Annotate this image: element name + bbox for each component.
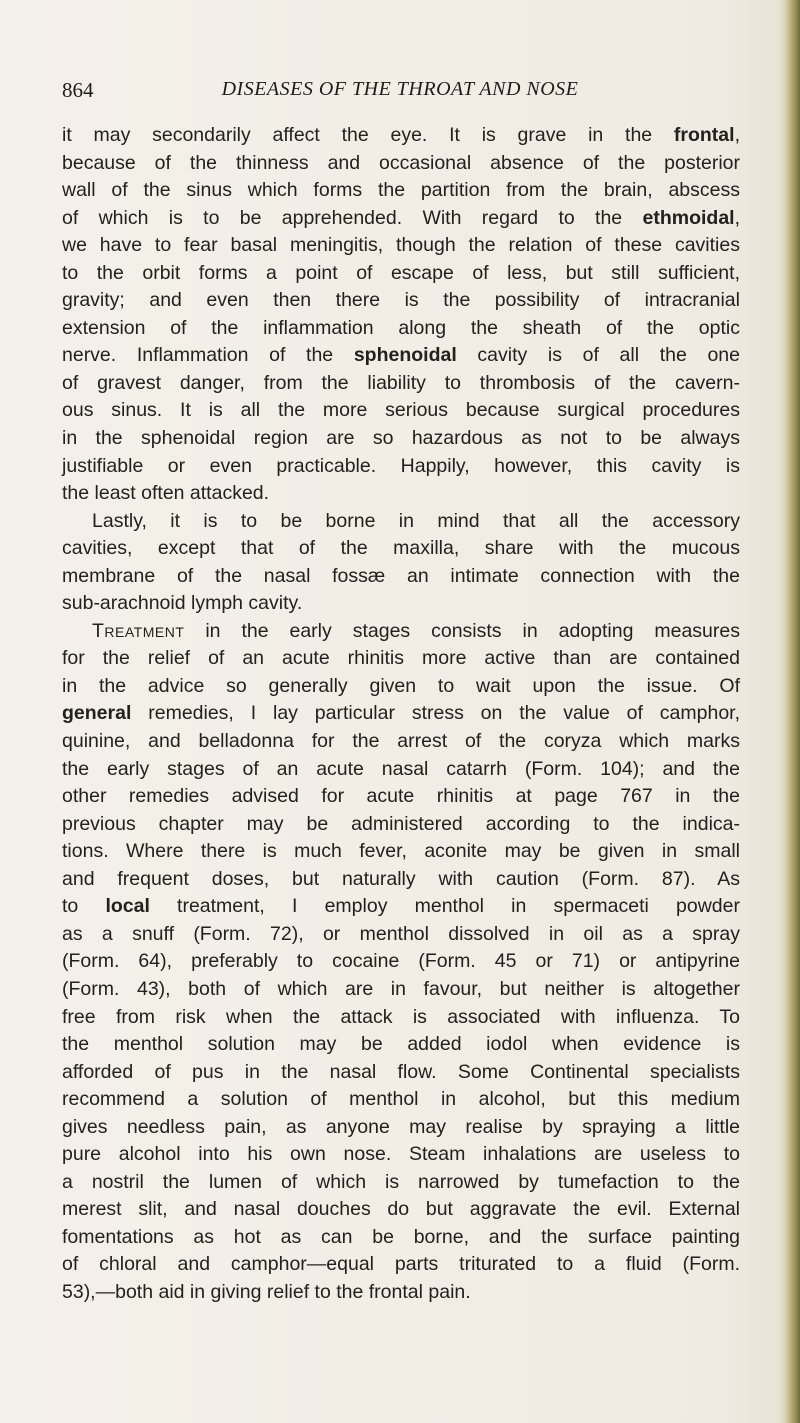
line-text: quinine, and belladonna for the arrest of the coryza which marks xyxy=(62,730,740,753)
line-text: wall of the sinus which forms the partition from the brain, abscess xyxy=(62,179,740,202)
bold-keyword: sphenoidal xyxy=(353,344,457,367)
text-line xyxy=(62,976,740,1004)
text-line xyxy=(62,453,740,481)
line-text-after: in the early stages consists in adopting measures xyxy=(184,619,740,642)
page-header xyxy=(62,78,738,108)
text-line xyxy=(62,866,740,894)
text-line xyxy=(62,1059,740,1087)
line-text-after: , xyxy=(734,206,740,229)
line-text: because of the thinness and occasional absence of the posterior xyxy=(62,151,740,174)
text-line xyxy=(62,1004,740,1032)
bold-keyword: ethmoidal xyxy=(642,206,735,229)
line-text: (Form. 43), both of which are in favour, but neither is altogether xyxy=(62,977,740,1000)
bold-keyword: frontal xyxy=(673,124,735,146)
line-text: membrane of the nasal fossæ an intimate connection with the xyxy=(62,564,740,587)
text-line xyxy=(62,150,740,178)
text-line xyxy=(62,921,740,949)
text-line xyxy=(62,1114,740,1142)
line-text-after: remedies, I lay particular stress on the value of camphor, xyxy=(131,702,740,725)
text-line xyxy=(62,1224,740,1252)
line-text: we have to fear basal meningitis, though the relation of these cavities xyxy=(62,234,740,257)
line-text: for the relief of an acute rhinitis more active than are contained xyxy=(62,647,740,670)
line-text: gives needless pain, as anyone may realise by spraying a little xyxy=(62,1115,740,1138)
text-line xyxy=(62,948,740,976)
text-line xyxy=(62,370,740,398)
bold-keyword: general xyxy=(62,702,132,725)
text-line xyxy=(62,811,740,839)
line-text: tions. Where there is much fever, aconite may be given in small xyxy=(62,840,740,863)
text-line xyxy=(62,177,740,205)
text-line xyxy=(62,563,740,591)
line-text: recommend a solution of menthol in alcohol, but this medium xyxy=(62,1088,740,1111)
text-line xyxy=(62,1251,740,1279)
text-line xyxy=(62,893,740,921)
text-line xyxy=(62,480,740,508)
text-line xyxy=(62,287,740,315)
line-text: 53),—both aid in giving relief to the frontal pain. xyxy=(62,1280,471,1303)
text-line xyxy=(62,1169,740,1197)
line-text: gravity; and even then there is the possibility of intracranial xyxy=(62,289,740,312)
text-line xyxy=(62,122,740,150)
text-line xyxy=(62,673,740,701)
line-text: justifiable or even practicable. Happily, however, this cavity is xyxy=(62,454,740,477)
line-text: extension of the inflammation along the sheath of the optic xyxy=(62,316,740,339)
line-text: free from risk when the attack is associated with influenza. To xyxy=(62,1005,740,1028)
text-line xyxy=(62,838,740,866)
page-edge-shadow xyxy=(778,0,800,1423)
line-text: previous chapter may be administered according to the indica- xyxy=(62,812,740,835)
line-text: afforded of pus in the nasal flow. Some Continental specialists xyxy=(62,1060,740,1083)
line-text: as a snuff (Form. 72), or menthol dissolved in oil as a spray xyxy=(62,922,740,945)
text-line xyxy=(62,508,740,536)
line-text: the menthol solution may be added iodol when evidence is xyxy=(62,1033,740,1056)
small-caps-heading: Treatment xyxy=(92,619,185,642)
line-text: fomentations as hot as can be borne, and the surface painting xyxy=(62,1225,740,1248)
line-text: it may secondarily affect the eye. It is grave in the xyxy=(62,124,674,146)
line-text: of gravest danger, from the liability to thrombosis of the cavern- xyxy=(62,371,740,394)
line-text: merest slit, and nasal douches do but aggravate the evil. External xyxy=(62,1198,740,1221)
line-text: cavities, except that of the maxilla, share with the mucous xyxy=(62,537,740,560)
line-text: in the advice so generally given to wait upon the issue. Of xyxy=(62,674,740,697)
line-text: the early stages of an acute nasal catarrh (Form. 104); and the xyxy=(62,757,740,780)
line-text: to the orbit forms a point of escape of less, but still sufficient, xyxy=(62,261,740,284)
line-text: in the sphenoidal region are so hazardous as not to be always xyxy=(62,427,740,450)
text-line xyxy=(62,1279,740,1307)
text-line xyxy=(62,315,740,343)
text-line xyxy=(62,342,740,370)
running-head: DISEASES OF THE THROAT AND NOSE xyxy=(221,78,579,100)
text-line xyxy=(62,1196,740,1224)
text-line xyxy=(62,728,740,756)
text-line xyxy=(62,1031,740,1059)
line-text: other remedies advised for acute rhinitis at page 767 in the xyxy=(62,785,740,808)
line-text: pure alcohol into his own nose. Steam inhalations are useless to xyxy=(62,1143,740,1166)
text-line xyxy=(62,645,740,673)
bold-keyword: local xyxy=(105,895,150,918)
line-text: ous sinus. It is all the more serious because surgical procedures xyxy=(62,399,740,422)
line-text: nerve. Inflammation of the xyxy=(62,344,354,367)
line-text: and frequent doses, but naturally with caution (Form. 87). As xyxy=(62,867,740,890)
line-text: Lastly, it is to be borne in mind that all the accessory xyxy=(92,509,740,532)
text-line xyxy=(62,397,740,425)
text-line xyxy=(62,618,740,646)
line-text: sub-arachnoid lymph cavity. xyxy=(62,592,303,615)
text-line xyxy=(62,260,740,288)
line-text: of chloral and camphor—equal parts triturated to a fluid (Form. xyxy=(62,1253,740,1276)
text-line xyxy=(62,535,740,563)
line-text-after: , xyxy=(734,124,740,146)
body-text xyxy=(62,122,740,1307)
text-line xyxy=(62,232,740,260)
text-line xyxy=(62,590,740,618)
line-text-after: treatment, I employ menthol in spermaceti powder xyxy=(149,895,740,918)
page-number: 864 xyxy=(62,78,94,102)
text-line xyxy=(62,1086,740,1114)
text-line xyxy=(62,205,740,233)
line-text-after: cavity is of all the one xyxy=(456,344,740,367)
text-line xyxy=(62,756,740,784)
line-text: the least often attacked. xyxy=(62,482,270,505)
line-text: a nostril the lumen of which is narrowed by tumefaction to the xyxy=(62,1170,740,1193)
text-line xyxy=(62,1141,740,1169)
text-line xyxy=(62,700,740,728)
line-text: of which is to be apprehended. With regard to the xyxy=(62,206,643,229)
text-line xyxy=(62,425,740,453)
line-text: to xyxy=(62,895,106,918)
line-text: (Form. 64), preferably to cocaine (Form. 45 or 71) or antipyrine xyxy=(62,950,740,973)
text-line xyxy=(62,783,740,811)
